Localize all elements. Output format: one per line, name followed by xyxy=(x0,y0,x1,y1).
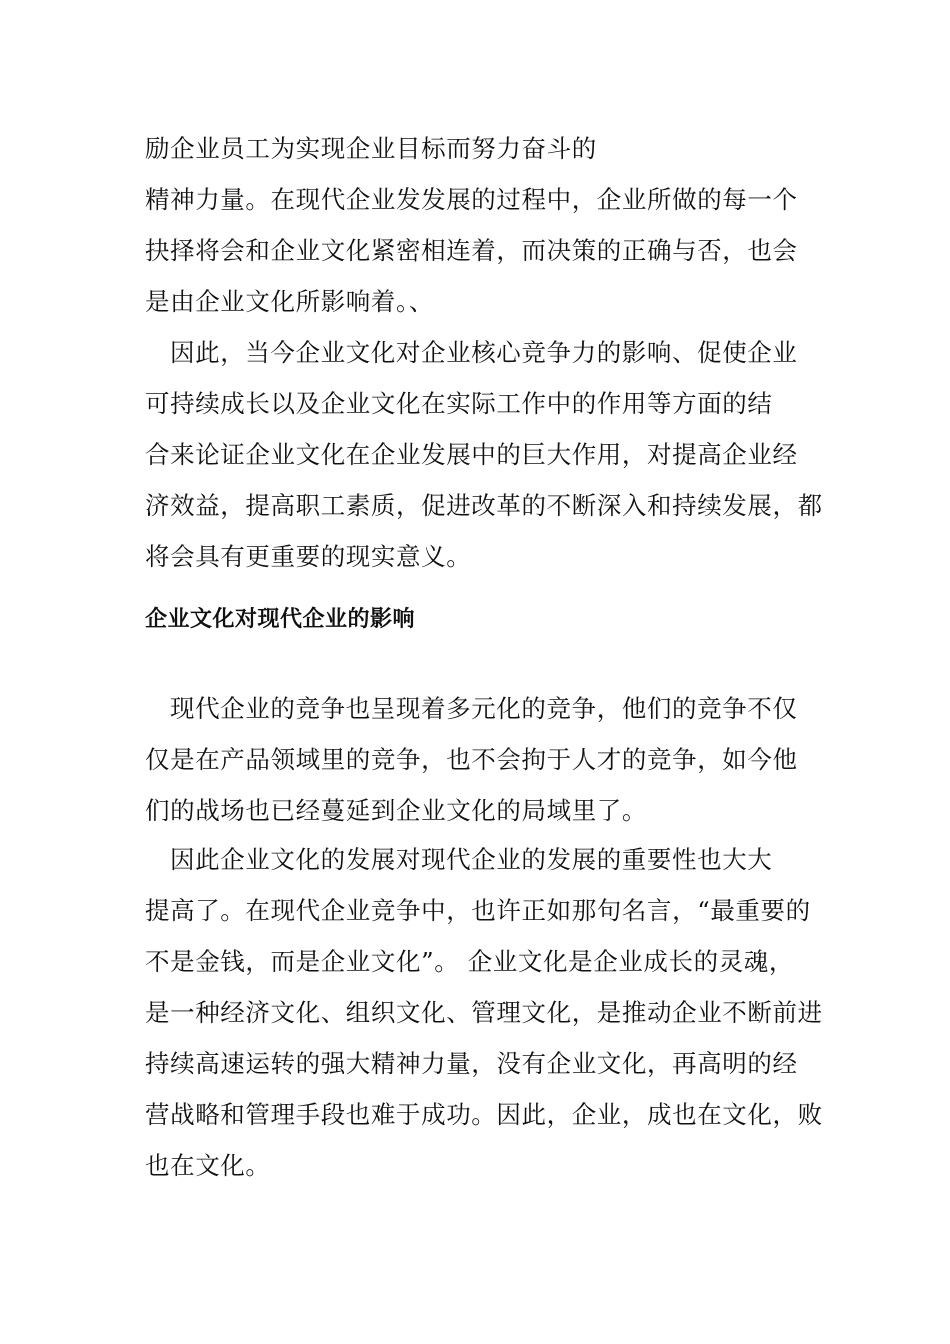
paragraph-1-line-4: 是由企业文化所影响着。、 xyxy=(145,287,434,316)
paragraph-2-line-2: 可持续成长以及企业文化在实际工作中的作用等方面的结 xyxy=(145,389,773,418)
paragraph-2-line-1: 因此，当今企业文化对企业核心竞争力的影响、促使企业 xyxy=(170,338,798,367)
paragraph-2-line-4: 济效益，提高职工素质，促进改革的不断深入和持续发展，都 xyxy=(145,491,823,520)
section-paragraph-2-line-1: 因此企业文化的发展对现代企业的发展的重要性也大大 xyxy=(170,845,773,874)
paragraph-1-line-2: 精神力量。在现代企业发发展的过程中，企业所做的每一个 xyxy=(145,185,798,214)
section-paragraph-2-line-6: 营战略和管理手段也难于成功。因此，企业，成也在文化，败 xyxy=(145,1100,823,1129)
section-paragraph-2-line-7: 也在文化。 xyxy=(145,1151,271,1180)
paragraph-1-line-3: 抉择将会和企业文化紧密相连着，而决策的正确与否，也会 xyxy=(145,236,798,265)
section-paragraph-1-line-3: 们的战场也已经蔓延到企业文化的局域里了。 xyxy=(145,796,647,825)
section-heading: 企业文化对现代企业的影响 xyxy=(145,607,416,632)
section-paragraph-2-line-2: 提高了。在现代企业竞争中，也许正如那句名言，“最重要的 xyxy=(145,896,811,925)
paragraph-1-line-1: 励企业员工为实现企业目标而努力奋斗的 xyxy=(145,134,597,163)
section-paragraph-1-line-1: 现代企业的竞争也呈现着多元化的竞争，他们的竞争不仅 xyxy=(170,694,798,723)
section-paragraph-2-line-5: 持续高速运转的强大精神力量，没有企业文化，再高明的经 xyxy=(145,1049,798,1078)
paragraph-2-line-5: 将会具有更重要的现实意义。 xyxy=(145,542,472,571)
paragraph-2-line-3: 合来论证企业文化在企业发展中的巨大作用，对提高企业经 xyxy=(145,440,798,469)
section-paragraph-1-line-2: 仅是在产品领域里的竞争，也不会拘于人才的竞争，如今他 xyxy=(145,745,798,774)
section-paragraph-2-line-3: 不是金钱，而是企业文化”。 企业文化是企业成长的灵魂， xyxy=(145,947,795,976)
section-paragraph-2-line-4: 是一种经济文化、组织文化、管理文化，是推动企业不断前进 xyxy=(145,998,823,1027)
